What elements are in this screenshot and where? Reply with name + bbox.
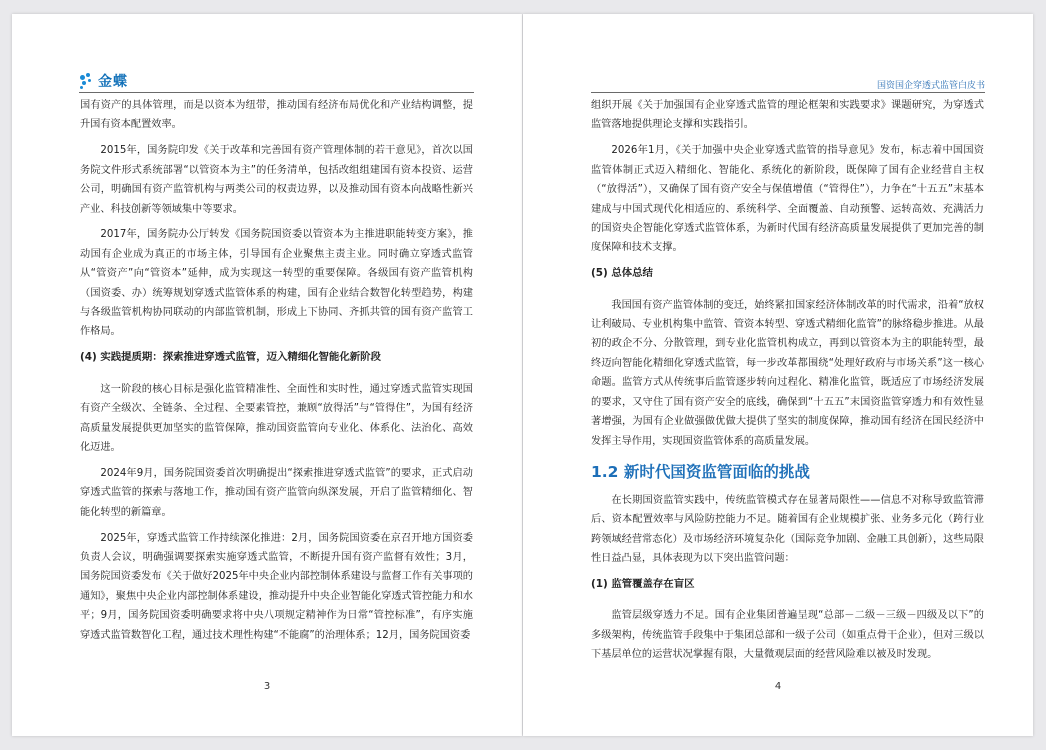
paragraph: 2024年9月，国务院国资委首次明确提出“探索推进穿透式监管”的要求，正式启动穿透式监管的探索与落地工作，推动国有资产监管向纵深发展，开启了监管精细化、智能化转型的新篇章。: [80, 467, 473, 518]
header-divider: [591, 92, 985, 93]
brand-logo: [80, 71, 128, 91]
paragraph: 2015年，国务院印发《关于改革和完善国有资产管理体制的若干意见》，首次以国务院文件形式系统部署“以管资本为主”的任务清单，包括改组组建国有资本投资、运营公司，明确国有资产监管机构与两类公司的权责边界，以及推动国有资本向战略性新兴产业、科技创新等领域集中等要求。: [80, 145, 473, 215]
subsection-heading: (4) 实践提质期：探索推进穿透式监管，迈入精细化智能化新阶段: [80, 351, 381, 364]
subsection-heading: (1) 监管覆盖存在盲区: [591, 578, 695, 591]
paragraph: 我国国有资产监管体制的变迁，始终紧扣国家经济体制改革的时代需求，沿着“放权让利破局、专业机构集中监管、管资本转型、穿透式精细化监管”的脉络稳步推进。从最初的政企不分、分散管理，到专业化监管机构成立，再到以管资本为主的职能转型，最终迈向智能化精细化穿透式监管，每一步改革都围绕“处理好政府与市场关系”这一核心命题。监管方式从传统事后监管逐步转向过程化、精准化监管，既适应了市场经济发展的要求，又守住了国有资产安全的底线，确保到“十五五”末国资监管穿透力和有效性显著增强，为国有企业做强做优做大提供了坚实的制度保障，推动国有经济在国民经济中发挥主导作用，实现国资监管体系的高质量发展。: [591, 299, 984, 447]
document-page-left: [12, 14, 522, 736]
document-page-right: [523, 14, 1033, 736]
paragraph: 在长期国资监管实践中，传统监管模式存在显著局限性——信息不对称导致监管滞后、资本配置效率与风险防控能力不足。随着国有企业规模扩张、业务多元化（跨行业跨领域经营常态化）及市场经济环境复杂化（国际竞争加剧、金融工具创新），这些局限性日益凸显，具体表现为以下突出监管问题：: [591, 494, 984, 565]
page-number: 3: [263, 681, 271, 692]
brand-name: 金蝶: [98, 74, 128, 90]
page-body: [591, 96, 984, 671]
page-body: [80, 96, 473, 652]
section-heading: 1.2 新时代国资监管面临的挑战: [591, 462, 810, 481]
paragraph: 2025年，穿透式监管工作持续深化推进：2月，国务院国资委在京召开地方国资委负责人会议，明确强调要探索实施穿透式监管，不断提升国有资产监督有效性；3月，国务院国资委发布《关于做好2025年中央企业内部控制体系建设与监督工作有关事项的通知》，聚焦中央企业内部控制体系建设，推动提升中央企业智能化穿透式管控能力和水平；9月，国务院国资委明确要求将中央八项规定精神作为日常“管控标准”，有序实施穿透式监管数智化工程，通过技术理性构建“不能腐”的治理体系；12月，国务院国资委: [80, 532, 473, 641]
header-divider: [79, 92, 474, 93]
paragraph: 2026年1月，《关于加强中央企业穿透式监管的指导意见》发布，标志着中国国资监管体制正式迈入精细化、智能化、系统化的新阶段，既保障了国有企业经营自主权（“放得活”），又确保了国有资产安全与保值增值（“管得住”），力争在“十五五”末基本建成与中国式现代化相适应的、系统科学、全面覆盖、自动预警、运转高效、充满活力的国资央企智能化穿透式监管体系，为新时代国有经济高质量发展提供了更加完善的制度保障和技术支撑。: [591, 145, 984, 254]
header-title: 国资国企穿透式监管白皮书: [876, 81, 985, 91]
page-number: 4: [774, 681, 782, 692]
paragraph: 组织开展《关于加强国有企业穿透式监管的理论框架和实践要求》课题研究，为穿透式监管落地提供理论支撑和实践指引。: [591, 100, 984, 131]
paragraph: 2017年，国务院办公厅转发《国务院国资委以管资本为主推进职能转变方案》，推动国有企业成为真正的市场主体，引导国有企业聚焦主责主业。同时确立穿透式监管从“管资产”向“管资本”延伸，成为实现这一转型的重要保障。各级国有资产监管机构（国资委、办）统筹规划穿透式监管体系的构建，国有企业结合数智化转型趋势，构建与各级监管机构协同联动的内部监管机制，形成上下协同、齐抓共管的国有资产监管工作格局。: [80, 229, 473, 338]
paragraph: 国有资产的具体管理，而是以资本为纽带，推动国有经济布局优化和产业结构调整，提升国有资本配置效率。: [80, 100, 473, 131]
subsection-heading: (5) 总体总结: [591, 267, 653, 280]
paragraph: 监管层级穿透力不足。国有企业集团普遍呈现“总部－二级－三级－四级及以下”的多级架构，传统监管手段集中于集团总部和一级子公司（如重点骨干企业），但对三级以下基层单位的运营状况掌握有限，大量微观层面的经营风险难以被及时发现。: [591, 610, 984, 661]
kingdee-logo-icon: [80, 73, 94, 89]
paragraph: 这一阶段的核心目标是强化监管精准性、全面性和实时性，通过穿透式监管实现国有资产全级次、全链条、全过程、全要素管控，兼顾“放得活”与“管得住”，为国有经济高质量发展提供更加坚实的监管保障，推动国资监管向专业化、体系化、法治化、高效化迈进。: [80, 383, 473, 453]
